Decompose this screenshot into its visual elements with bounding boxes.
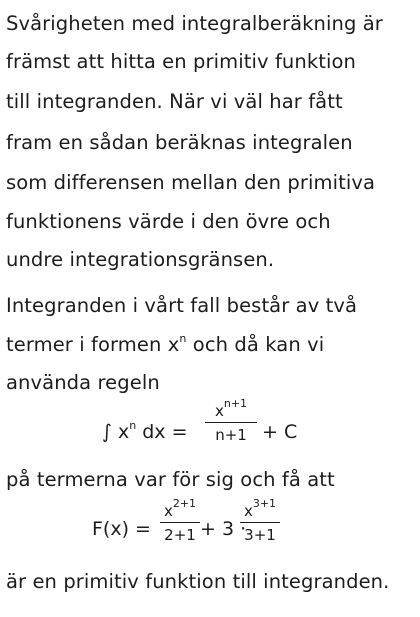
rule-integral	[102, 421, 187, 443]
fraction-bar	[205, 422, 257, 423]
rule-fraction-denominator: n+1	[215, 426, 247, 444]
text-line-9	[6, 333, 324, 356]
fraction-1-numerator: $x^{2+1}$	[163, 497, 197, 520]
fraction-2-denominator: 3+1	[244, 526, 276, 544]
fraction-1-denominator: 2+1	[164, 526, 196, 544]
text-line-4: fram en sådan beräknas integralen	[6, 131, 353, 154]
fraction-bar	[160, 522, 200, 523]
text-before-power: termer i formen x	[6, 333, 180, 356]
text-line-7: undre integrationsgränsen.	[6, 248, 275, 271]
primitive-lhs: F(x) =	[92, 518, 151, 540]
text-after-power: och då kan vi	[192, 333, 325, 356]
fraction-bar	[240, 522, 280, 523]
primitive-fraction-2	[240, 497, 280, 544]
rule-fraction	[205, 397, 257, 444]
text-line-11: på termerna var för sig och få att	[6, 468, 335, 491]
fraction-2-numerator: $x^{3+1}$	[243, 497, 277, 520]
power-exponent: n	[179, 332, 187, 345]
text-line-2: främst att hitta en primitiv funktion	[6, 50, 356, 73]
text-line-5: som differensen mellan den primitiva	[6, 171, 376, 194]
integral-exponent: n	[129, 419, 137, 432]
primitive-fraction-1	[160, 497, 200, 544]
plus-constant: + C	[262, 421, 298, 443]
integral-symbol: ∫ x	[102, 421, 130, 443]
dx-equals: dx =	[142, 421, 188, 443]
rule-fraction-numerator: $x^{n+1}$	[214, 397, 248, 420]
text-line-1: Svårigheten med integralberäkning är	[6, 12, 383, 35]
plus-three-times: + 3 ·	[200, 518, 247, 540]
text-line-8: Integranden i vårt fall består av två	[6, 294, 358, 317]
text-line-3: till integranden. När vi väl har fått	[6, 90, 343, 113]
text-line-12: är en primitiv funktion till integranden.	[6, 570, 390, 593]
text-line-10: använda regeln	[6, 371, 160, 394]
text-line-6: funktionens värde i den övre och	[6, 210, 331, 233]
